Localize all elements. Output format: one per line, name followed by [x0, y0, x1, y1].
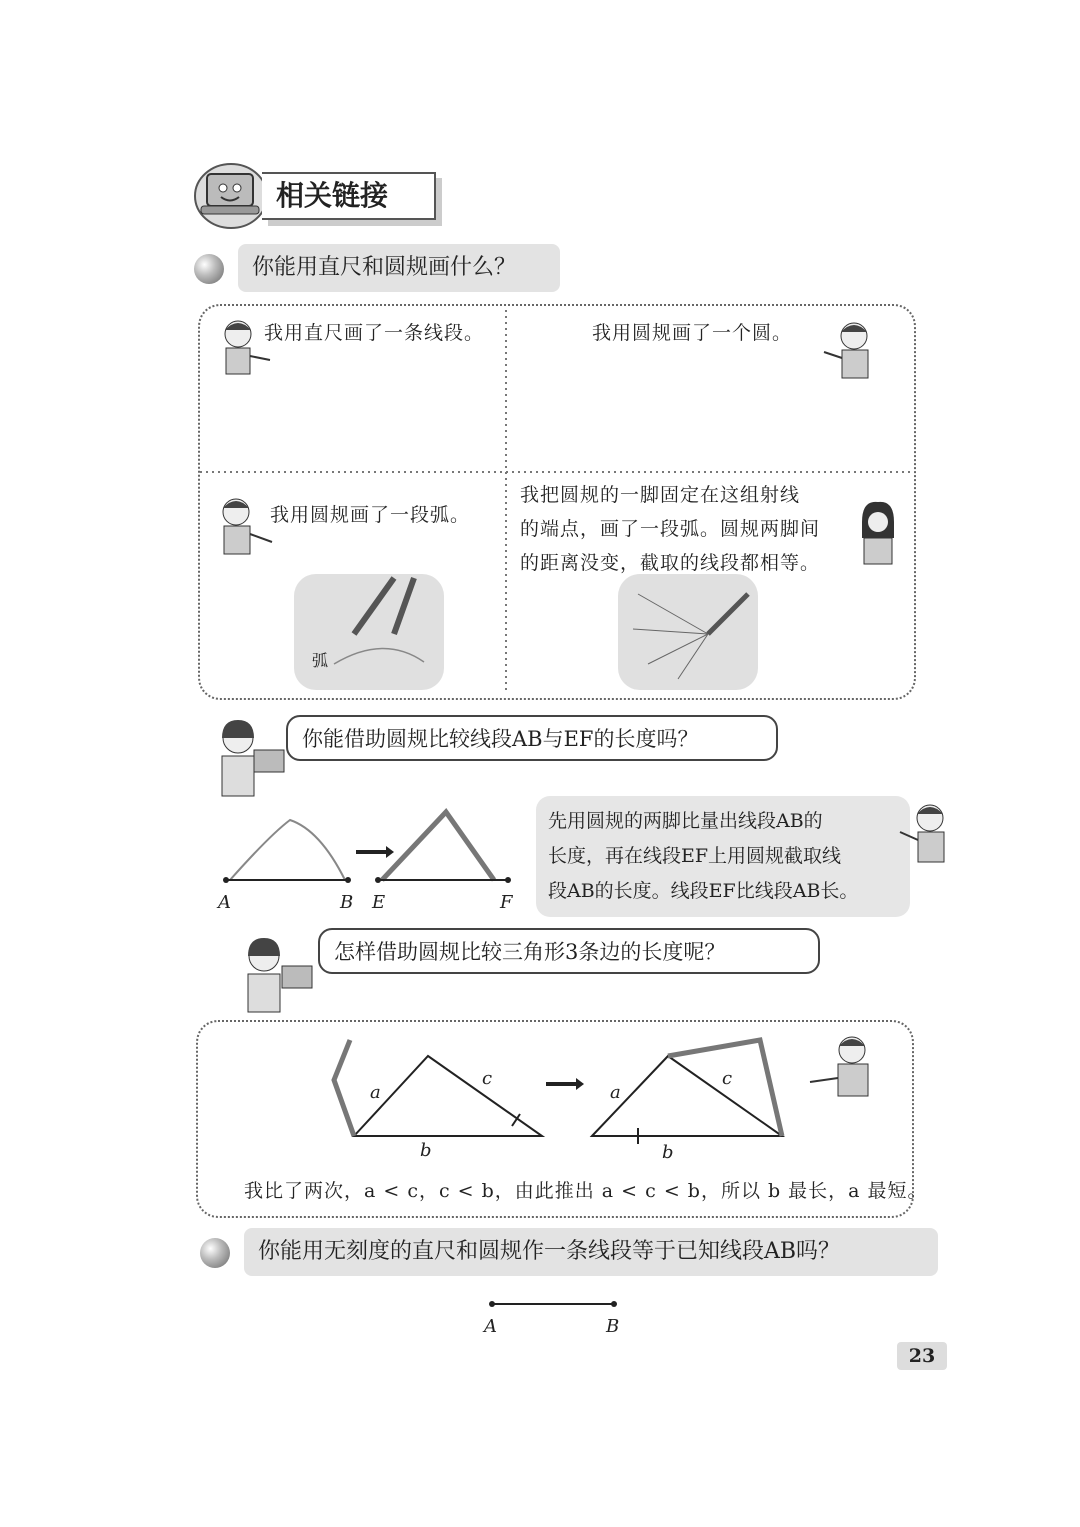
side-label-a-left: a — [370, 1082, 381, 1103]
section-title: 相关链接 — [262, 172, 436, 220]
triangle-conclusion: 我比了两次，a < c，c < b，由此推出 a < c < b，所以 b 最长，a 最短。 — [244, 1180, 928, 1202]
speech-bubble-triangle: 怎样借助圆规比较三角形3条边的长度呢？ — [318, 928, 820, 974]
answer-line: 先用圆规的两脚比量出线段AB的 — [548, 810, 823, 832]
bullet-ball-icon-2 — [200, 1238, 230, 1268]
point-label-a: A — [218, 892, 231, 913]
laptop-mascot-icon — [193, 160, 273, 230]
compass-arc-image — [294, 574, 444, 690]
bottom-right-explanation — [520, 478, 820, 580]
question-bar-1: 你能用直尺和圆规画什么？ — [238, 244, 560, 292]
side-label-b-left: b — [420, 1140, 432, 1161]
boy-avatar-5 — [808, 1032, 880, 1102]
bottom-left-caption: 我用圆规画了一段弧。 — [270, 504, 471, 526]
answer-line: 段AB的长度。线段EF比线段AB长。 — [548, 880, 859, 902]
segment-ab — [486, 1296, 620, 1312]
side-label-c-right: c — [722, 1068, 733, 1089]
arc-label: 弧 — [312, 651, 329, 670]
explanation-line: 我把圆规的一脚固定在这组射线 — [520, 484, 801, 506]
top-left-caption: 我用直尺画了一条线段。 — [264, 322, 485, 344]
side-label-c-left: c — [482, 1068, 493, 1089]
side-label-a-right: a — [610, 1082, 621, 1103]
answer-bubble-ab-ef — [536, 796, 910, 917]
boy-avatar-2 — [820, 318, 880, 380]
rays-photo — [618, 574, 758, 690]
question-bar-2: 你能用无刻度的直尺和圆规作一条线段等于已知线段AB吗？ — [244, 1228, 938, 1276]
segment-label-a: A — [484, 1316, 497, 1337]
boy-avatar-3 — [210, 494, 276, 558]
bullet-ball-icon — [194, 254, 224, 284]
triangle-diagram — [320, 1030, 800, 1160]
point-label-b: B — [340, 892, 354, 913]
page-number: 23 — [897, 1342, 947, 1370]
side-label-b-right: b — [662, 1142, 674, 1163]
point-label-e: E — [372, 892, 386, 913]
teacher-avatar — [204, 716, 288, 800]
point-label-f: F — [500, 892, 513, 913]
answer-line: 长度，再在线段EF上用圆规截取线 — [548, 845, 842, 867]
boy-avatar-4 — [896, 800, 956, 866]
compass-rays-image — [618, 574, 758, 690]
girl-avatar — [852, 500, 904, 566]
segment-compare-diagram — [210, 800, 530, 920]
top-right-caption: 我用圆规画了一个圆。 — [592, 322, 793, 344]
explanation-line: 的端点，画了一段弧。圆规两脚间 — [520, 518, 821, 540]
speech-bubble-ab-ef: 你能借助圆规比较线段AB与EF的长度吗？ — [286, 715, 778, 761]
arc-photo — [294, 574, 444, 690]
segment-label-b: B — [606, 1316, 620, 1337]
teacher-avatar-2 — [232, 936, 316, 1016]
explanation-line: 的距离没变，截取的线段都相等。 — [520, 552, 821, 574]
